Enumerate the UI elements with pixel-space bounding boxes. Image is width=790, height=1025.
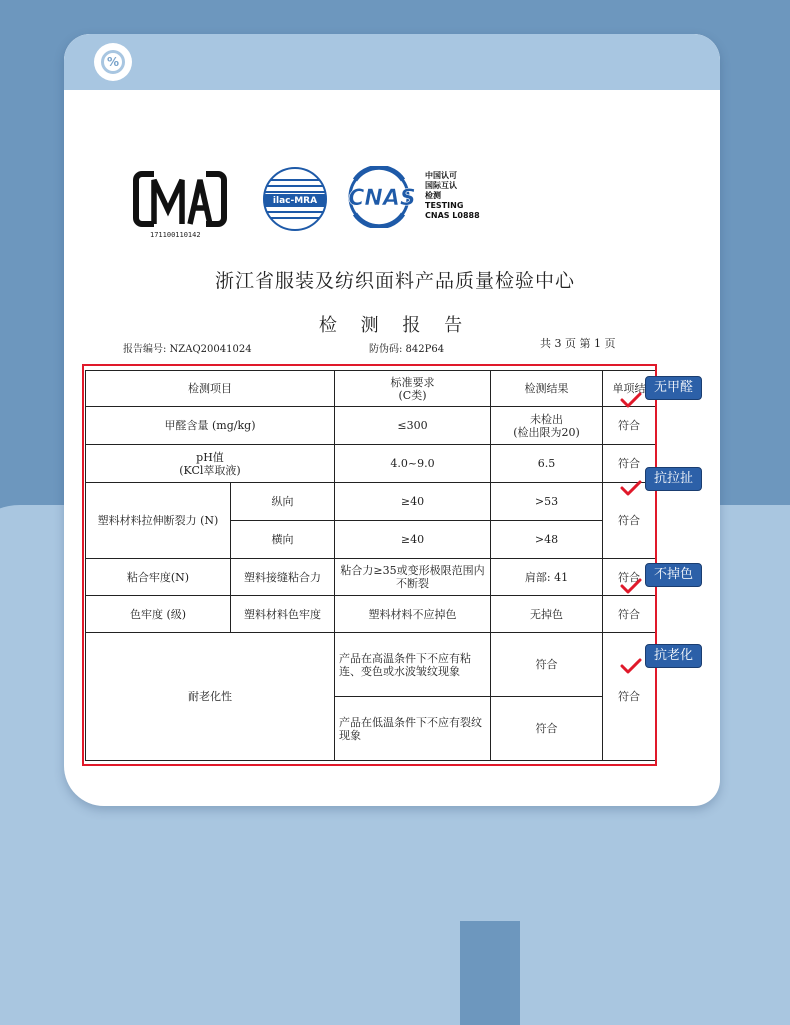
page-count: 共 3 页 第 1 页 xyxy=(540,337,616,350)
formaldehyde-standard: ≤300 xyxy=(335,407,491,445)
badge-no-formaldehyde: 无甲醛 xyxy=(645,376,702,400)
table-row xyxy=(86,596,656,633)
badge-colorfast: 不掉色 xyxy=(645,563,702,587)
formaldehyde-verdict: 符合 xyxy=(603,407,656,445)
colorfast-verdict: 符合 xyxy=(603,596,656,633)
cnas-logo-text: CNAS xyxy=(348,186,416,211)
card-header xyxy=(64,34,720,90)
formaldehyde-result: 未检出 (检出限为20) xyxy=(491,407,603,445)
cnas-line: 中国认可 xyxy=(425,171,457,180)
badge-anti-aging: 抗老化 xyxy=(645,644,702,668)
adhesion-verdict: 符合 xyxy=(603,559,656,596)
aging-item: 耐老化性 xyxy=(86,633,335,761)
ilac-text: ilac-MRA xyxy=(272,196,318,206)
check-icon xyxy=(620,480,642,496)
tensile-standard-transverse: ≥40 xyxy=(335,521,491,559)
check-icon xyxy=(620,392,642,408)
table-row xyxy=(86,445,656,483)
cma-logo xyxy=(132,168,228,230)
tensile-sub-longitudinal: 纵向 xyxy=(231,483,335,521)
aging-standard-high-temp: 产品在高温条件下不应有粘连、变色或水波皱纹现象 xyxy=(335,633,491,697)
ph-result: 6.5 xyxy=(491,445,603,483)
cma-number: 171100110142 xyxy=(150,231,201,239)
tensile-result-transverse: >48 xyxy=(491,521,603,559)
adhesion-result: 肩部: 41 xyxy=(491,559,603,596)
table-header-row xyxy=(86,371,656,407)
tensile-sub-transverse: 横向 xyxy=(231,521,335,559)
aging-result-low-temp: 符合 xyxy=(491,697,603,761)
ph-verdict: 符合 xyxy=(603,445,656,483)
colorfast-item: 色牢度 (级) xyxy=(86,596,231,633)
adhesion-standard: 粘合力≥35或变形极限范围内不断裂 xyxy=(335,559,491,596)
test-report-table xyxy=(85,370,656,761)
header-result: 检测结果 xyxy=(491,371,603,407)
colorfast-standard: 塑料材料不应掉色 xyxy=(335,596,491,633)
percent-icon-glyph: % xyxy=(101,50,125,74)
aging-verdict: 符合 xyxy=(603,633,656,761)
cnas-line: TESTING xyxy=(425,201,464,210)
aging-result-high-temp: 符合 xyxy=(491,633,603,697)
ilac-mra-logo xyxy=(261,166,329,232)
tensile-standard-longitudinal: ≥40 xyxy=(335,483,491,521)
tensile-result-longitudinal: >53 xyxy=(491,483,603,521)
adhesion-item: 粘合牢度(N) xyxy=(86,559,231,596)
table-row xyxy=(86,633,656,697)
check-icon xyxy=(620,578,642,594)
organization-name: 浙江省服装及纺织面料产品质量检验中心 xyxy=(214,270,575,292)
cnas-line: 检测 xyxy=(425,191,441,200)
cnas-caption xyxy=(425,171,505,221)
colorfast-sub: 塑料材料色牢度 xyxy=(231,596,335,633)
table-row xyxy=(86,559,656,596)
ph-standard: 4.0~9.0 xyxy=(335,445,491,483)
tensile-verdict: 符合 xyxy=(603,483,656,559)
header-verdict: 单项结 xyxy=(603,371,656,407)
tensile-item: 塑料材料拉伸断裂力 (N) xyxy=(86,483,231,559)
cnas-line: 国际互认 xyxy=(425,181,457,190)
anti-fake-code: 防伪码: 842P64 xyxy=(369,344,445,355)
cnas-logo xyxy=(341,166,423,228)
table-row xyxy=(86,483,656,521)
formaldehyde-item: 甲醛含量 (mg/kg) xyxy=(86,407,335,445)
header-standard: 标准要求 (C类) xyxy=(335,371,491,407)
report-title: 检 测 报 告 xyxy=(318,315,472,336)
check-icon xyxy=(620,658,642,674)
badge-tear-resistant: 抗拉扯 xyxy=(645,467,702,491)
cnas-line: CNAS L0888 xyxy=(425,211,480,220)
table-row xyxy=(86,407,656,445)
aging-standard-low-temp: 产品在低温条件下不应有裂纹现象 xyxy=(335,697,491,761)
ph-item: pH值 (KCl萃取液) xyxy=(86,445,335,483)
adhesion-sub: 塑料接缝粘合力 xyxy=(231,559,335,596)
header-item: 检测项目 xyxy=(86,371,335,407)
report-number: 报告编号: NZAQ20041024 xyxy=(123,344,252,355)
percent-icon xyxy=(94,43,132,81)
colorfast-result: 无掉色 xyxy=(491,596,603,633)
